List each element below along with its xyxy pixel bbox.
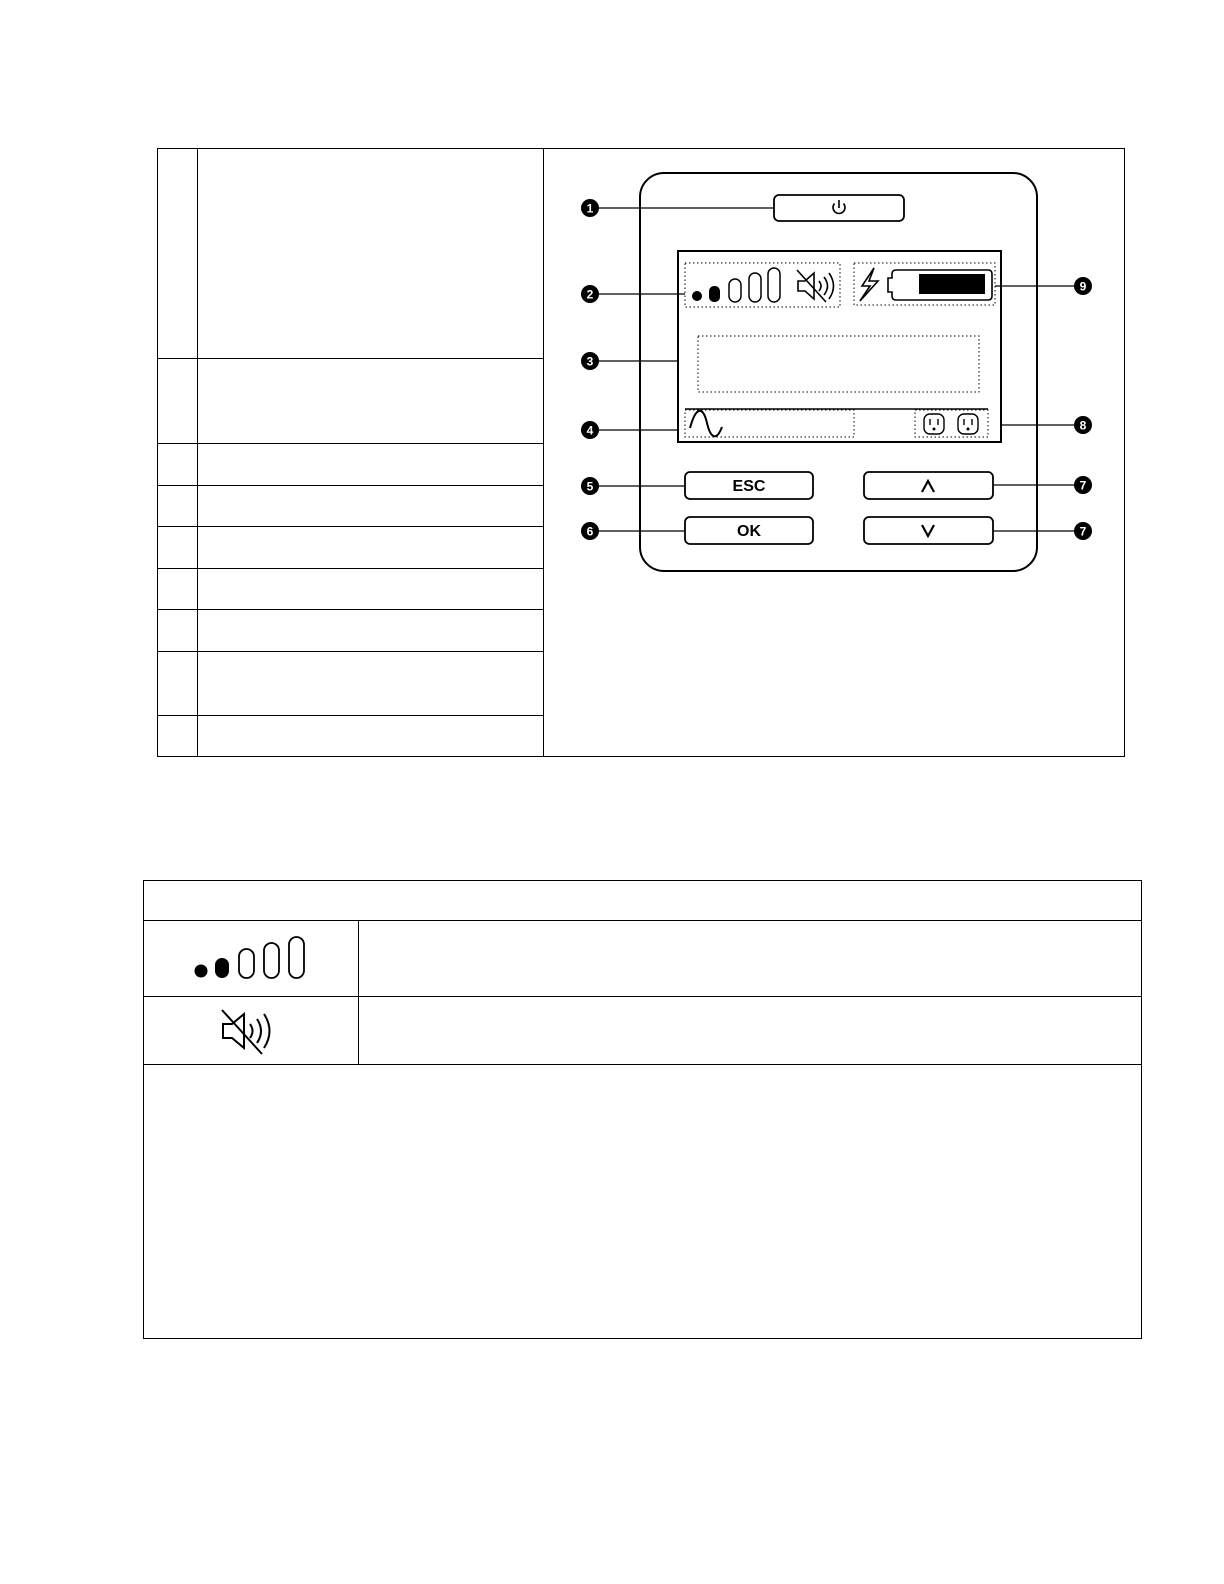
icon-description [359, 921, 1141, 996]
callout-7-down [1074, 522, 1092, 540]
table-row [144, 921, 1141, 997]
up-button[interactable] [864, 472, 993, 499]
ok-button[interactable] [685, 517, 813, 544]
esc-button[interactable] [685, 472, 813, 499]
callout-number: 7 [1079, 524, 1087, 539]
ok-label: OK [737, 523, 761, 540]
table-row [144, 997, 1141, 1065]
callout-7-up [1074, 476, 1092, 494]
callout-number: 5 [586, 479, 594, 494]
down-button[interactable] [864, 517, 993, 544]
callout-3 [581, 352, 599, 370]
callout-1 [581, 199, 599, 217]
table-notes [144, 1065, 1141, 1338]
mute-icon [220, 1006, 282, 1056]
power-button[interactable] [774, 195, 904, 221]
status-icon-table [143, 880, 1142, 1339]
callout-4 [581, 421, 599, 439]
table-header [144, 881, 1141, 921]
callout-number: 8 [1079, 418, 1087, 433]
callout-number: 2 [586, 287, 594, 302]
callout-6 [581, 522, 599, 540]
outlet-icon [958, 414, 978, 434]
icon-cell [144, 921, 359, 996]
callout-2 [581, 285, 599, 303]
callout-number: 4 [586, 423, 594, 438]
callout-number: 7 [1079, 478, 1087, 493]
callout-number: 6 [586, 524, 594, 539]
outlet-icon [924, 414, 944, 434]
callout-9 [1074, 277, 1092, 295]
callout-5 [581, 477, 599, 495]
icon-cell [144, 997, 359, 1064]
icon-description [359, 997, 1141, 1064]
esc-label: ESC [732, 478, 766, 495]
callout-number: 1 [586, 201, 594, 216]
callout-number: 3 [586, 354, 594, 369]
callout-number: 9 [1079, 279, 1087, 294]
load-level-icon [191, 936, 311, 982]
callout-8 [1074, 416, 1092, 434]
